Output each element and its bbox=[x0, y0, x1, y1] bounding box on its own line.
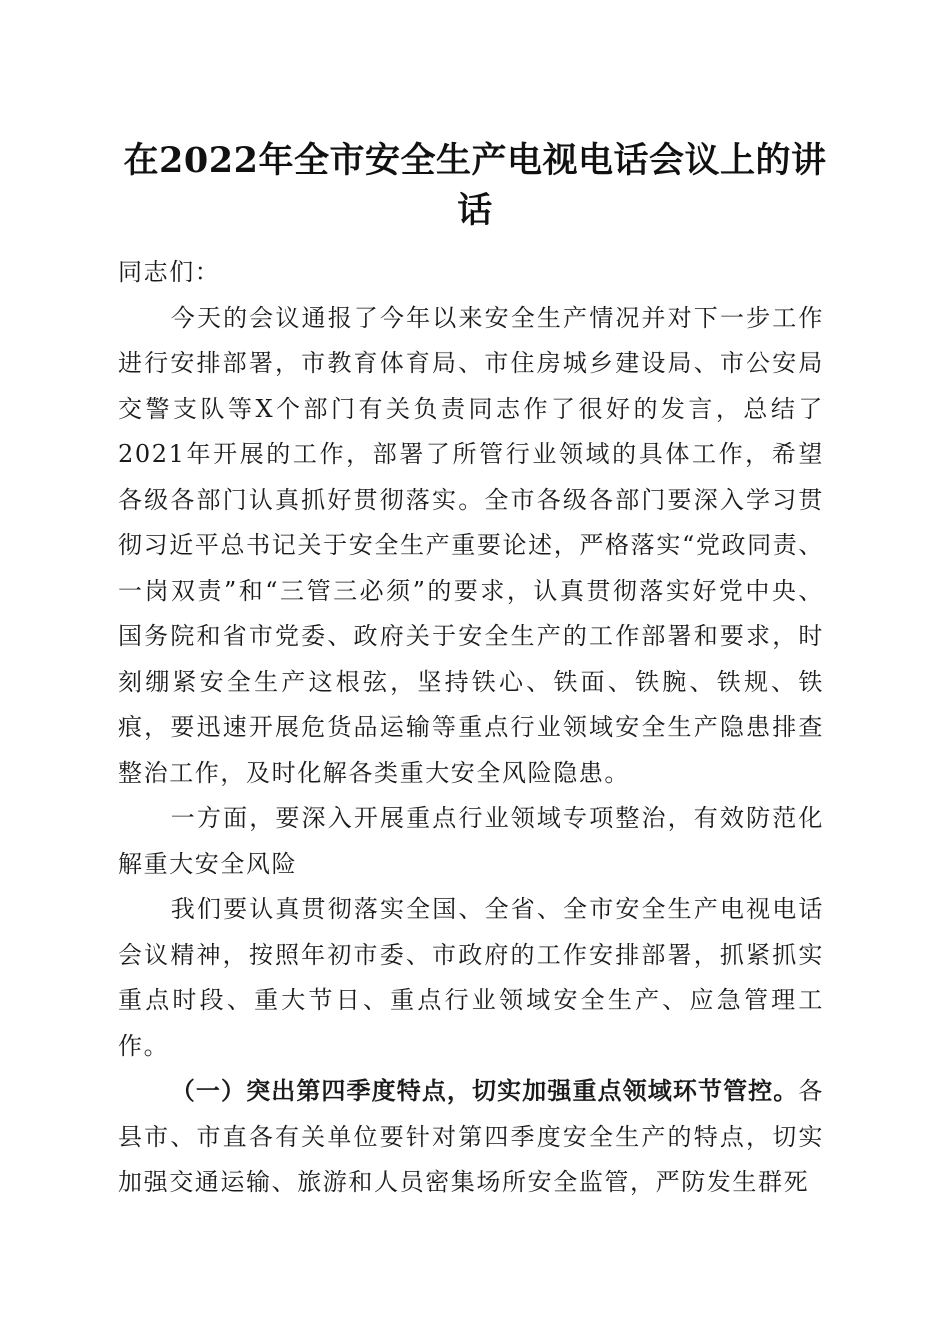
section-1-heading: （一）突出第四季度特点，切实加强重点领域环节管控。 bbox=[170, 1077, 799, 1105]
document-title: 在2022年全市安全生产电视电话会议上的讲话 bbox=[123, 140, 827, 231]
paragraph-1: 今天的会议通报了今年以来安全生产情况并对下一步工作进行安排部署，市教育体育局、市住房城乡建设局、市公安局交警支队等X个部门有关负责同志作了很好的发言，总结了2021年开展的工作，部署了所管行业领域的具体工作，希望各级各部门认真抓好贯彻落实。全市各级各部门要深入学习贯彻习近平总书记关于安全生产重要论述，严格落实“党政同责、一岗双责”和“三管三必须”的要求，认真贯彻落实好党中央、国务院和省市党委、政府关于安全生产的工作部署和要求，时刻绷紧安全生产这根弦，坚持铁心、铁面、铁腕、铁规、铁痕，要迅速开展危货品运输等重点行业领域安全生产隐患排查整治工作，及时化解各类重大安全风险隐患。 bbox=[118, 303, 824, 787]
salutation: 同志们： bbox=[118, 258, 221, 286]
paragraph-3: 我们要认真贯彻落实全国、全省、全市安全生产电视电话会议精神，按照年初市委、市政府的工作安排部署，抓紧抓实重点时段、重大节日、重点行业领域安全生产、应急管理工作。 bbox=[118, 895, 824, 1060]
section-1-text: 各县市、市直各有关单位要针对第四季度安全生产的特点，切实加强交通运输、旅游和人员密集场所安全监管，严防发生群死 bbox=[118, 1077, 824, 1196]
document-body bbox=[118, 250, 824, 1206]
paragraph-2: 一方面，要深入开展重点行业领域专项整治，有效防范化解重大安全风险 bbox=[118, 804, 824, 878]
section-1-paragraph bbox=[118, 1069, 824, 1206]
